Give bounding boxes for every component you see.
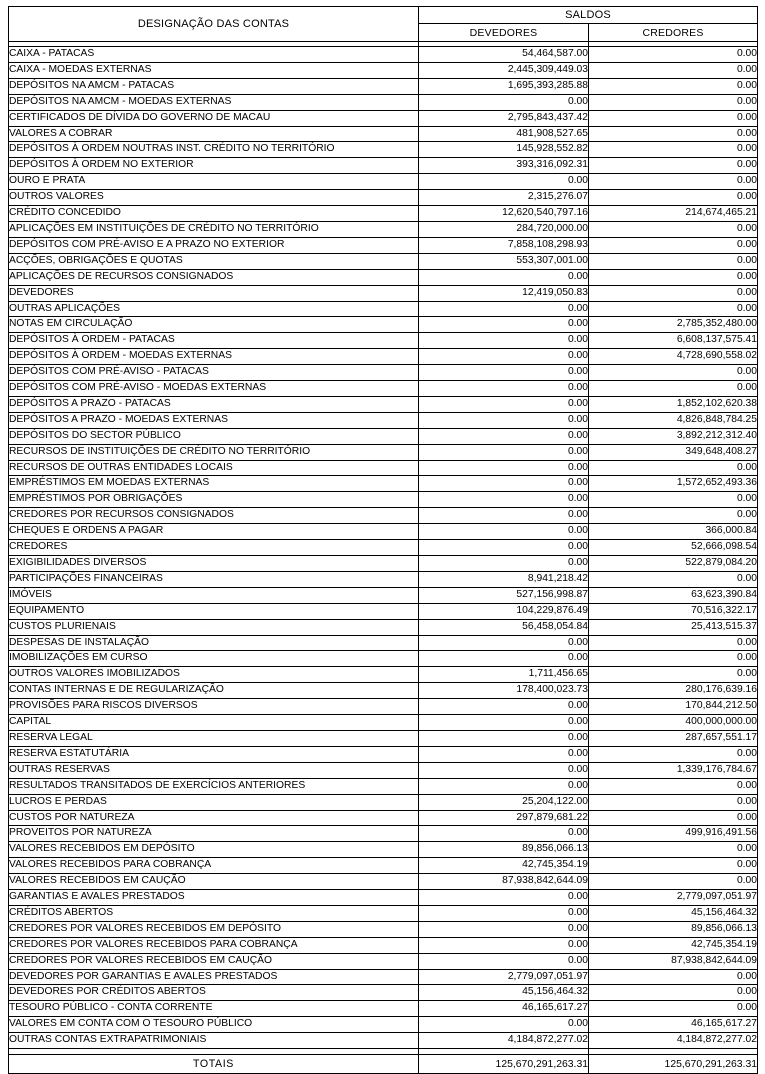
account-name: DEVEDORES [9, 285, 419, 301]
table-row [9, 396, 758, 412]
table-row [9, 1017, 758, 1033]
table-row [9, 730, 758, 746]
account-name: OURO E PRATA [9, 174, 419, 190]
credit-amount: 6,608,137,575.41 [589, 333, 758, 349]
table-row [9, 508, 758, 524]
account-name: PROVISÕES PARA RISCOS DIVERSOS [9, 699, 419, 715]
credit-amount: 4,826,848,784.25 [589, 412, 758, 428]
table-row [9, 715, 758, 731]
credit-amount: 25,413,515.37 [589, 619, 758, 635]
table-row [9, 285, 758, 301]
account-name: RECURSOS DE INSTITUIÇÕES DE CRÉDITO NO TERRITÓRIO [9, 444, 419, 460]
debit-amount: 0.00 [419, 492, 589, 508]
debit-amount: 0.00 [419, 937, 589, 953]
account-name: PROVEITOS POR NATUREZA [9, 826, 419, 842]
credit-amount: 0.00 [589, 237, 758, 253]
account-name: CAIXA - MOEDAS EXTERNAS [9, 62, 419, 78]
credit-amount: 0.00 [589, 126, 758, 142]
debit-amount: 4,184,872,277.02 [419, 1033, 589, 1049]
debit-amount: 2,445,309,449.03 [419, 62, 589, 78]
table-row [9, 890, 758, 906]
debit-amount: 46,165,617.27 [419, 1001, 589, 1017]
credit-amount: 0.00 [589, 110, 758, 126]
table-row [9, 524, 758, 540]
credit-amount: 0.00 [589, 190, 758, 206]
account-name: DEPÓSITOS NA AMCM - MOEDAS EXTERNAS [9, 94, 419, 110]
table-header [9, 7, 758, 42]
credit-amount: 0.00 [589, 842, 758, 858]
credit-amount: 52,666,098.54 [589, 540, 758, 556]
table-row [9, 556, 758, 572]
account-name: EXIGIBILIDADES DIVERSOS [9, 556, 419, 572]
account-name: RESERVA ESTATUTÁRIA [9, 746, 419, 762]
debit-amount: 0.00 [419, 1017, 589, 1033]
credit-amount: 4,728,690,558.02 [589, 349, 758, 365]
credit-amount: 0.00 [589, 985, 758, 1001]
table-row [9, 603, 758, 619]
table-row [9, 460, 758, 476]
table-row [9, 1001, 758, 1017]
account-name: CUSTOS POR NATUREZA [9, 810, 419, 826]
debit-amount: 0.00 [419, 826, 589, 842]
table-row [9, 206, 758, 222]
table-row [9, 492, 758, 508]
table-row [9, 158, 758, 174]
credit-amount: 0.00 [589, 492, 758, 508]
credit-amount: 0.00 [589, 858, 758, 874]
account-name: CONTAS INTERNAS E DE REGULARIZAÇÃO [9, 683, 419, 699]
debit-amount: 0.00 [419, 730, 589, 746]
credit-amount: 0.00 [589, 667, 758, 683]
credit-amount: 0.00 [589, 285, 758, 301]
table-row [9, 190, 758, 206]
table-row [9, 94, 758, 110]
account-name: APLICAÇÕES EM INSTITUIÇÕES DE CRÉDITO NO TERRITÓRIO [9, 221, 419, 237]
credit-amount: 0.00 [589, 794, 758, 810]
debit-amount: 481,908,527.65 [419, 126, 589, 142]
debit-amount: 284,720,000.00 [419, 221, 589, 237]
debit-amount: 145,928,552.82 [419, 142, 589, 158]
table-row [9, 142, 758, 158]
credit-amount: 170,844,212.50 [589, 699, 758, 715]
table-row [9, 412, 758, 428]
debit-amount: 12,620,540,797.16 [419, 206, 589, 222]
account-name: GARANTIAS E AVALES PRESTADOS [9, 890, 419, 906]
account-name: VALORES A COBRAR [9, 126, 419, 142]
debit-amount: 56,458,054.84 [419, 619, 589, 635]
debit-amount: 297,879,681.22 [419, 810, 589, 826]
account-name: DEPÓSITOS À ORDEM NOUTRAS INST. CRÉDITO NO TERRITÓRIO [9, 142, 419, 158]
credit-amount: 4,184,872,277.02 [589, 1033, 758, 1049]
account-name: APLICAÇÕES DE RECURSOS CONSIGNADOS [9, 269, 419, 285]
account-name: IMÓVEIS [9, 587, 419, 603]
credit-amount: 70,516,322.17 [589, 603, 758, 619]
account-name: DEPÓSITOS À ORDEM - PATACAS [9, 333, 419, 349]
table-row [9, 746, 758, 762]
debit-amount: 0.00 [419, 762, 589, 778]
table-row [9, 619, 758, 635]
debit-amount: 0.00 [419, 905, 589, 921]
account-name: CREDORES POR VALORES RECEBIDOS PARA COBRANÇA [9, 937, 419, 953]
table-row [9, 778, 758, 794]
credit-amount: 214,674,465.21 [589, 206, 758, 222]
account-name: DEPÓSITOS À ORDEM - MOEDAS EXTERNAS [9, 349, 419, 365]
debit-amount: 0.00 [419, 365, 589, 381]
table-row [9, 667, 758, 683]
debit-amount: 0.00 [419, 381, 589, 397]
account-name: NOTAS EM CIRCULAÇÃO [9, 317, 419, 333]
table-row [9, 635, 758, 651]
debit-amount: 8,941,218.42 [419, 571, 589, 587]
debit-amount: 0.00 [419, 349, 589, 365]
table-row [9, 810, 758, 826]
credit-amount: 0.00 [589, 1001, 758, 1017]
account-name: DEPÓSITOS COM PRÉ-AVISO E A PRAZO NO EXTERIOR [9, 237, 419, 253]
account-name: DESPESAS DE INSTALAÇÃO [9, 635, 419, 651]
credit-amount: 89,856,066.13 [589, 921, 758, 937]
debit-amount: 104,229,876.49 [419, 603, 589, 619]
table-row [9, 858, 758, 874]
table-row [9, 683, 758, 699]
account-name: DEVEDORES POR GARANTIAS E AVALES PRESTADOS [9, 969, 419, 985]
account-name: DEPÓSITOS DO SECTOR PÚBLICO [9, 428, 419, 444]
table-row [9, 317, 758, 333]
credit-amount: 1,852,102,620.38 [589, 396, 758, 412]
debit-amount: 0.00 [419, 953, 589, 969]
account-name: PARTICIPAÇÕES FINANCEIRAS [9, 571, 419, 587]
account-name: CREDORES POR RECURSOS CONSIGNADOS [9, 508, 419, 524]
table-row [9, 126, 758, 142]
table-row [9, 428, 758, 444]
credit-amount: 0.00 [589, 365, 758, 381]
debit-amount: 0.00 [419, 890, 589, 906]
account-name: ACÇÕES, OBRIGAÇÕES E QUOTAS [9, 253, 419, 269]
debit-amount: 0.00 [419, 651, 589, 667]
account-name: CHEQUES E ORDENS A PAGAR [9, 524, 419, 540]
debit-amount: 0.00 [419, 317, 589, 333]
credit-amount: 0.00 [589, 301, 758, 317]
account-name: OUTRAS CONTAS EXTRAPATRIMONIAIS [9, 1033, 419, 1049]
credit-amount: 287,657,551.17 [589, 730, 758, 746]
debit-amount: 0.00 [419, 778, 589, 794]
credit-amount: 1,339,176,784.67 [589, 762, 758, 778]
account-name: IMOBILIZAÇÕES EM CURSO [9, 651, 419, 667]
credit-amount: 0.00 [589, 142, 758, 158]
debit-amount: 0.00 [419, 174, 589, 190]
table-row [9, 301, 758, 317]
debit-amount: 0.00 [419, 699, 589, 715]
credit-amount: 349,648,408.27 [589, 444, 758, 460]
table-row [9, 221, 758, 237]
debit-amount: 0.00 [419, 444, 589, 460]
account-name: DEPÓSITOS A PRAZO - PATACAS [9, 396, 419, 412]
credit-amount: 522,879,084.20 [589, 556, 758, 572]
debit-amount: 2,315,276.07 [419, 190, 589, 206]
debit-amount: 0.00 [419, 333, 589, 349]
table-row [9, 78, 758, 94]
table-row [9, 921, 758, 937]
account-name: CREDORES POR VALORES RECEBIDOS EM CAUÇÃO [9, 953, 419, 969]
column-header-credores: CREDORES [589, 24, 758, 42]
credit-amount: 42,745,354.19 [589, 937, 758, 953]
credit-amount: 63,623,390.84 [589, 587, 758, 603]
account-name: TESOURO PÚBLICO - CONTA CORRENTE [9, 1001, 419, 1017]
account-name: OUTRAS APLICAÇÕES [9, 301, 419, 317]
account-name: CAPITAL [9, 715, 419, 731]
account-name: OUTROS VALORES [9, 190, 419, 206]
credit-amount: 0.00 [589, 508, 758, 524]
account-name: VALORES RECEBIDOS EM DEPÓSITO [9, 842, 419, 858]
debit-amount: 0.00 [419, 94, 589, 110]
table-row [9, 269, 758, 285]
debit-amount: 0.00 [419, 301, 589, 317]
credit-amount: 0.00 [589, 47, 758, 63]
table-row [9, 1033, 758, 1049]
table-row [9, 381, 758, 397]
table-body [9, 42, 758, 1055]
table-row [9, 253, 758, 269]
account-name: OUTROS VALORES IMOBILIZADOS [9, 667, 419, 683]
credit-amount: 0.00 [589, 874, 758, 890]
credit-amount: 2,779,097,051.97 [589, 890, 758, 906]
account-name: DEPÓSITOS COM PRÉ-AVISO - MOEDAS EXTERNAS [9, 381, 419, 397]
table-row [9, 874, 758, 890]
debit-amount: 0.00 [419, 508, 589, 524]
account-name: DEVEDORES POR CRÉDITOS ABERTOS [9, 985, 419, 1001]
credit-amount: 0.00 [589, 94, 758, 110]
debit-amount: 393,316,092.31 [419, 158, 589, 174]
account-name: DEPÓSITOS COM PRÉ-AVISO - PATACAS [9, 365, 419, 381]
debit-amount: 2,779,097,051.97 [419, 969, 589, 985]
debit-amount: 45,156,464.32 [419, 985, 589, 1001]
totals-label: TOTAIS [9, 1055, 419, 1074]
credit-amount: 0.00 [589, 253, 758, 269]
debit-amount: 553,307,001.00 [419, 253, 589, 269]
account-name: RECURSOS DE OUTRAS ENTIDADES LOCAIS [9, 460, 419, 476]
table-row [9, 985, 758, 1001]
debit-amount: 25,204,122.00 [419, 794, 589, 810]
table-row [9, 905, 758, 921]
table-footer [9, 1055, 758, 1074]
table-row [9, 571, 758, 587]
table-row [9, 842, 758, 858]
account-name: CREDORES POR VALORES RECEBIDOS EM DEPÓSITO [9, 921, 419, 937]
debit-amount: 0.00 [419, 746, 589, 762]
table-row [9, 365, 758, 381]
table-row [9, 762, 758, 778]
debit-amount: 0.00 [419, 556, 589, 572]
debit-amount: 0.00 [419, 460, 589, 476]
debit-amount: 2,795,843,437.42 [419, 110, 589, 126]
account-name: EMPRÉSTIMOS EM MOEDAS EXTERNAS [9, 476, 419, 492]
credit-amount: 46,165,617.27 [589, 1017, 758, 1033]
credit-amount: 0.00 [589, 460, 758, 476]
account-name: VALORES RECEBIDOS PARA COBRANÇA [9, 858, 419, 874]
account-name: EMPRÉSTIMOS POR OBRIGAÇÕES [9, 492, 419, 508]
credit-amount: 1,572,652,493.36 [589, 476, 758, 492]
table-row [9, 540, 758, 556]
credit-amount: 0.00 [589, 78, 758, 94]
account-name: LUCROS E PERDAS [9, 794, 419, 810]
table-row [9, 62, 758, 78]
table-row [9, 953, 758, 969]
debit-amount: 0.00 [419, 269, 589, 285]
account-name: OUTRAS RESERVAS [9, 762, 419, 778]
column-header-description: DESIGNAÇÃO DAS CONTAS [9, 7, 419, 42]
debit-amount: 0.00 [419, 396, 589, 412]
credit-amount: 0.00 [589, 381, 758, 397]
table-row [9, 476, 758, 492]
table-row [9, 794, 758, 810]
table-row [9, 174, 758, 190]
credit-amount: 0.00 [589, 635, 758, 651]
account-name: CUSTOS PLURIENAIS [9, 619, 419, 635]
table-row [9, 587, 758, 603]
credit-amount: 499,916,491.56 [589, 826, 758, 842]
account-name: RESULTADOS TRANSITADOS DE EXERCÍCIOS ANTERIORES [9, 778, 419, 794]
table-row [9, 349, 758, 365]
account-name: CRÉDITOS ABERTOS [9, 905, 419, 921]
credit-amount: 0.00 [589, 969, 758, 985]
table-row [9, 333, 758, 349]
credit-amount: 0.00 [589, 746, 758, 762]
debit-amount: 1,695,393,285.88 [419, 78, 589, 94]
debit-amount: 178,400,023.73 [419, 683, 589, 699]
debit-amount: 42,745,354.19 [419, 858, 589, 874]
credit-amount: 45,156,464.32 [589, 905, 758, 921]
credit-amount: 0.00 [589, 778, 758, 794]
account-name: VALORES EM CONTA COM O TESOURO PÚBLICO [9, 1017, 419, 1033]
table-row [9, 237, 758, 253]
table-row [9, 699, 758, 715]
credit-amount: 366,000.84 [589, 524, 758, 540]
table-row [9, 937, 758, 953]
account-name: DEPÓSITOS NA AMCM - PATACAS [9, 78, 419, 94]
credit-amount: 280,176,639.16 [589, 683, 758, 699]
balance-table [8, 6, 758, 1074]
debit-amount: 0.00 [419, 540, 589, 556]
account-name: EQUIPAMENTO [9, 603, 419, 619]
debit-amount: 0.00 [419, 635, 589, 651]
totals-debit: 125,670,291,263.31 [419, 1055, 589, 1074]
credit-amount: 87,938,842,644.09 [589, 953, 758, 969]
credit-amount: 0.00 [589, 158, 758, 174]
column-header-devedores: DEVEDORES [419, 24, 589, 42]
debit-amount: 0.00 [419, 715, 589, 731]
account-name: RESERVA LEGAL [9, 730, 419, 746]
credit-amount: 2,785,352,480.00 [589, 317, 758, 333]
account-name: VALORES RECEBIDOS EM CAUÇÃO [9, 874, 419, 890]
debit-amount: 0.00 [419, 428, 589, 444]
table-row [9, 826, 758, 842]
credit-amount: 400,000,000.00 [589, 715, 758, 731]
debit-amount: 527,156,998.87 [419, 587, 589, 603]
debit-amount: 0.00 [419, 412, 589, 428]
credit-amount: 0.00 [589, 174, 758, 190]
credit-amount: 0.00 [589, 221, 758, 237]
account-name: DEPÓSITOS A PRAZO - MOEDAS EXTERNAS [9, 412, 419, 428]
debit-amount: 87,938,842,644.09 [419, 874, 589, 890]
credit-amount: 0.00 [589, 62, 758, 78]
credit-amount: 3,892,212,312.40 [589, 428, 758, 444]
credit-amount: 0.00 [589, 571, 758, 587]
table-row [9, 110, 758, 126]
table-row [9, 651, 758, 667]
table-row [9, 444, 758, 460]
credit-amount: 0.00 [589, 269, 758, 285]
table-row [9, 969, 758, 985]
debit-amount: 0.00 [419, 524, 589, 540]
credit-amount: 0.00 [589, 810, 758, 826]
debit-amount: 89,856,066.13 [419, 842, 589, 858]
totals-credit: 125,670,291,263.31 [589, 1055, 758, 1074]
column-header-saldos: SALDOS [419, 7, 758, 24]
account-name: CAIXA - PATACAS [9, 47, 419, 63]
debit-amount: 54,464,587.00 [419, 47, 589, 63]
credit-amount: 0.00 [589, 651, 758, 667]
debit-amount: 1,711,456.65 [419, 667, 589, 683]
debit-amount: 0.00 [419, 476, 589, 492]
account-name: CRÉDITO CONCEDIDO [9, 206, 419, 222]
debit-amount: 12,419,050.83 [419, 285, 589, 301]
account-name: CREDORES [9, 540, 419, 556]
debit-amount: 0.00 [419, 921, 589, 937]
account-name: DEPÓSITOS À ORDEM NO EXTERIOR [9, 158, 419, 174]
debit-amount: 7,858,108,298.93 [419, 237, 589, 253]
account-name: CERTIFICADOS DE DÍVIDA DO GOVERNO DE MACAU [9, 110, 419, 126]
table-row [9, 47, 758, 63]
